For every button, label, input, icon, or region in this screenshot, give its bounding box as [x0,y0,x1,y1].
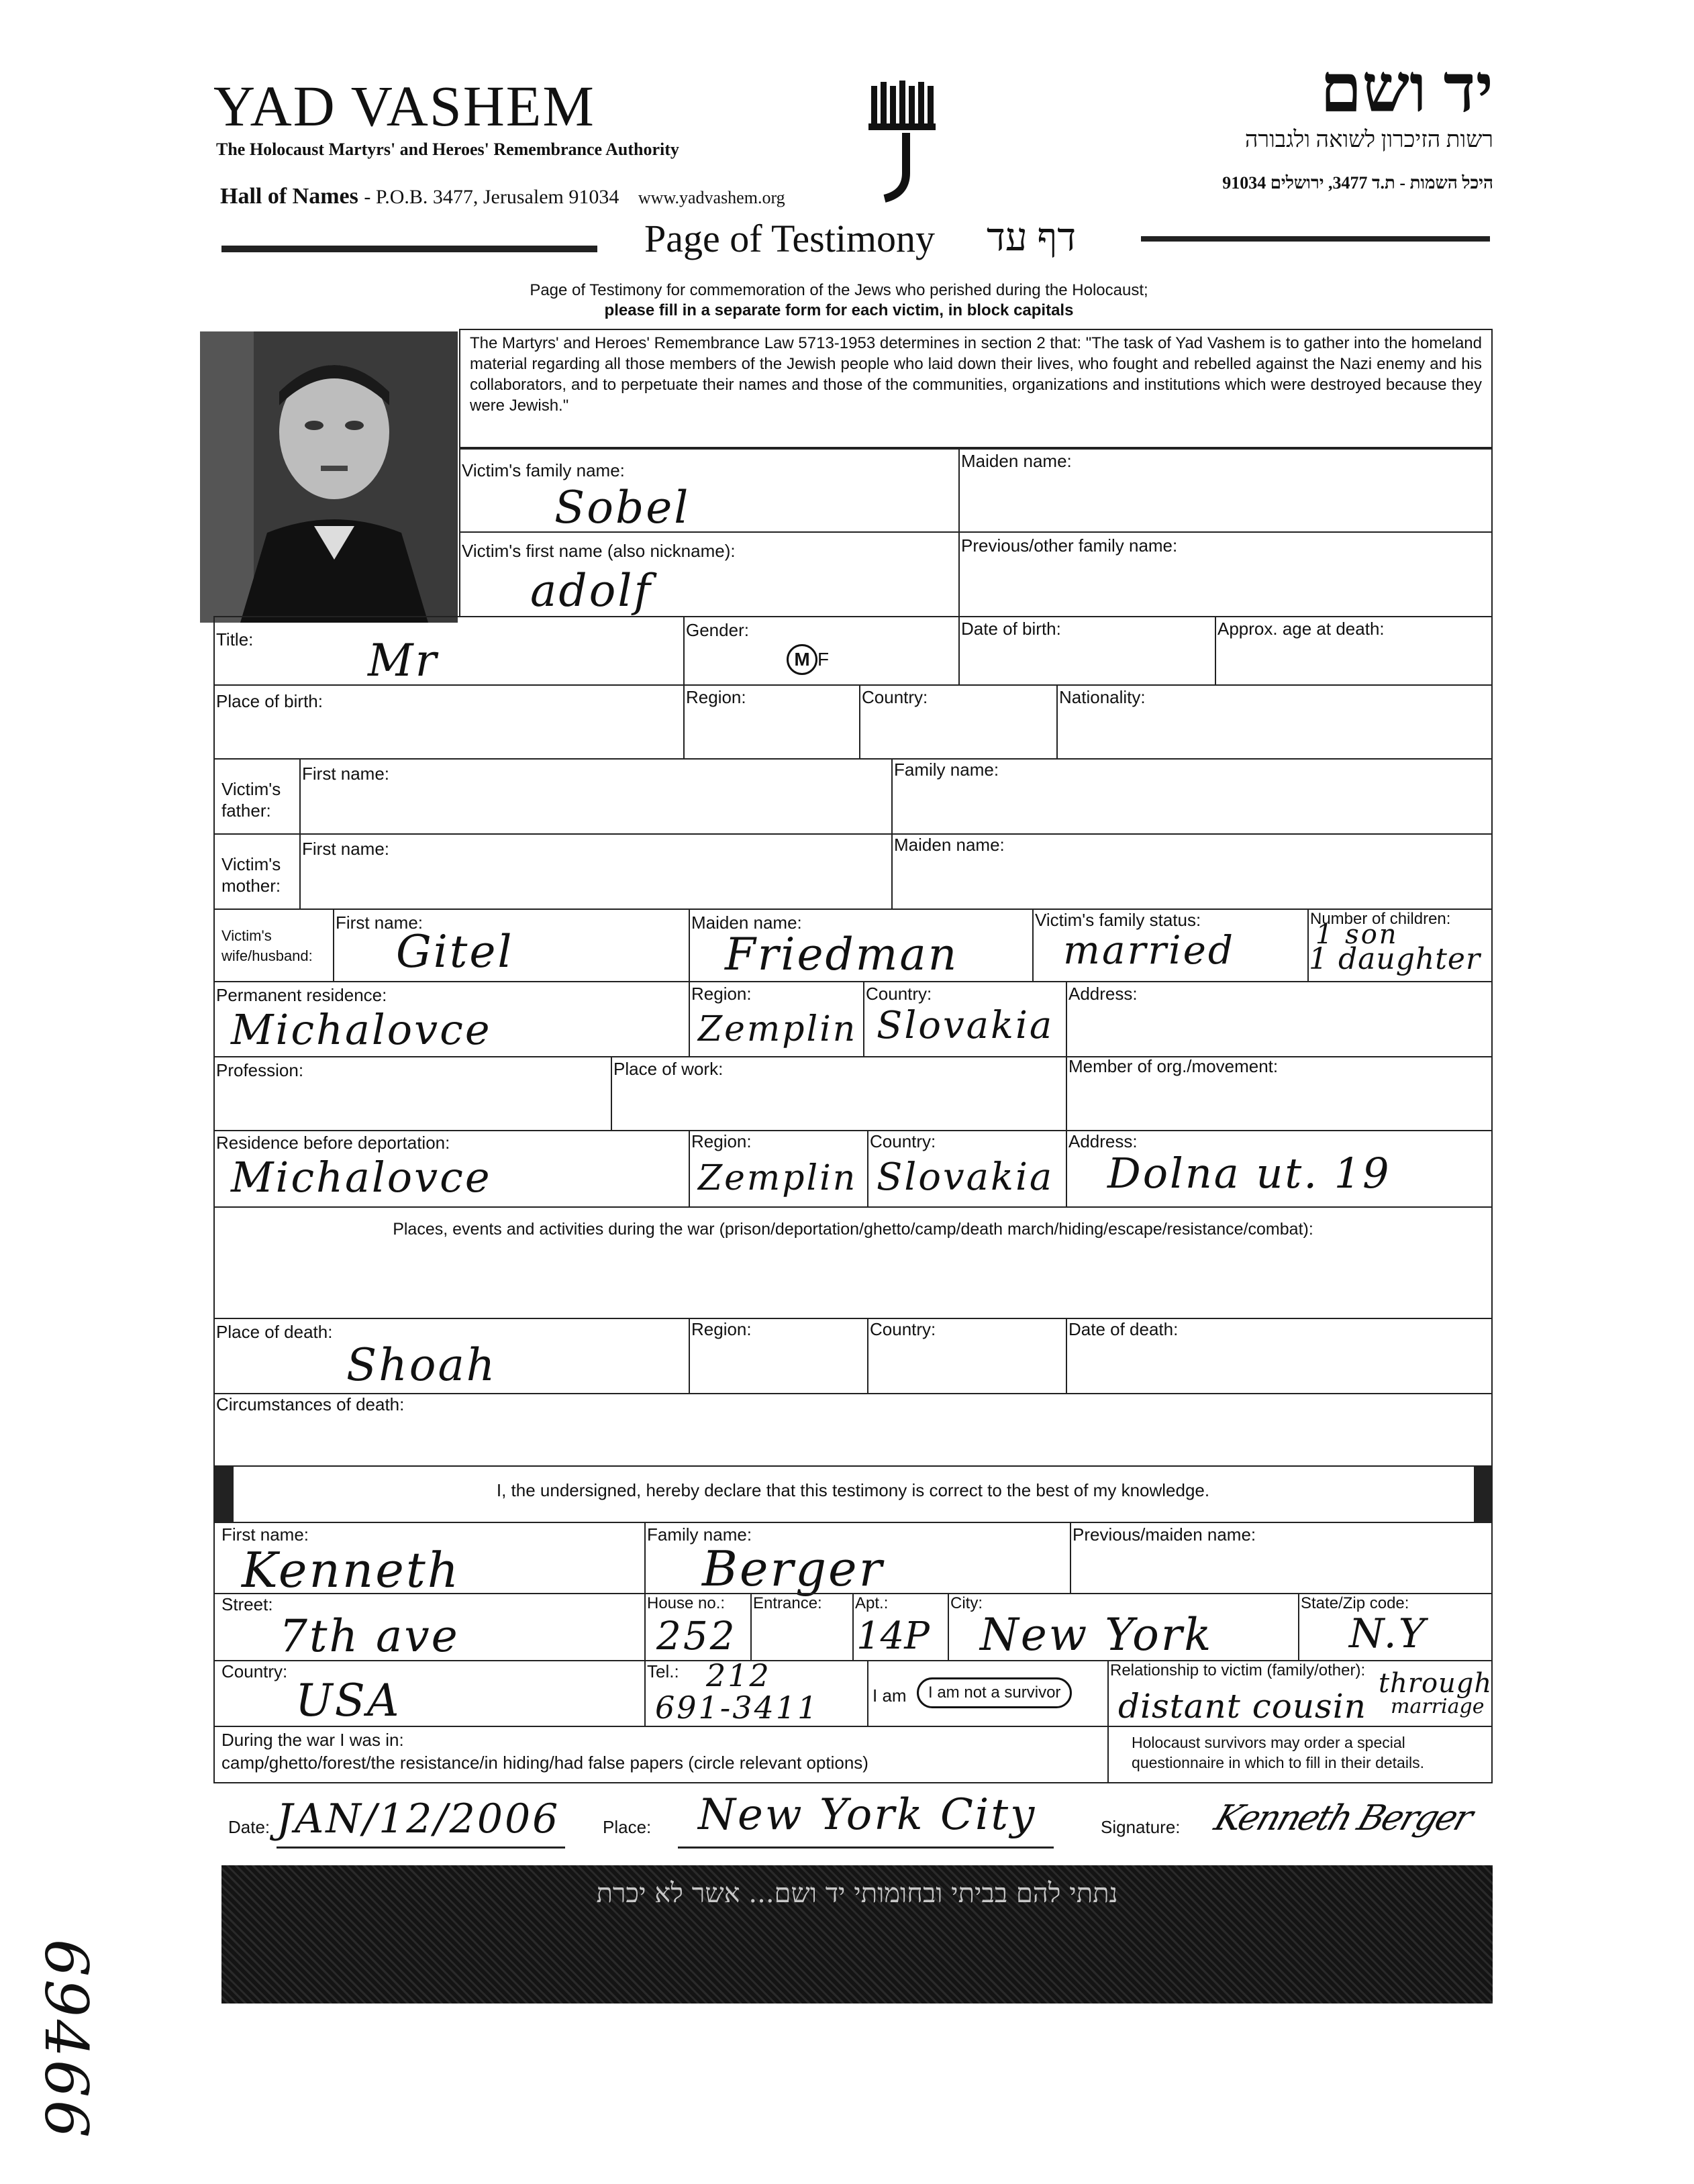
tel-line-1: 212 [706,1657,771,1694]
hall-of-names [220,184,785,209]
house-no-label: House no.: [647,1594,726,1612]
place-label: Place: [603,1817,652,1837]
place-value: New York City [698,1790,1037,1840]
deportation-country-value: Slovakia [877,1155,1054,1199]
gender-label: Gender: [686,620,749,640]
place-of-death-value: Shoah [346,1339,497,1391]
permanent-region-value: Zemplin [698,1009,858,1049]
hall-of-names-label: Hall of Names [220,184,358,209]
mother-first-name-label: First name: [302,839,390,859]
permanent-address-label: Address: [1068,984,1138,1004]
permanent-region-label: Region: [691,984,752,1004]
children-line-1: 1 son [1315,919,1399,950]
deportation-residence-value: Michalovce [231,1153,492,1202]
gender-male-circled[interactable]: M [787,644,817,675]
permanent-country-value: Slovakia [877,1004,1054,1047]
subtitle-line-2: please fill in a separate form for each victim, in block capitals [604,301,1074,319]
place-underline [678,1847,1054,1849]
tel-label: Tel.: [647,1661,679,1681]
law-text: The Martyrs' and Heroes' Remembrance Law 5713-1953 determines in section 2 that: "The task of Yad Vashem is to gather into the homeland material regarding all those members of the Jewish people who laid down their lives, who fought and rebelled against the Nazi enemy and his collaborators, and to perpetuate their names and those of the communities, organizations and institutions which were destroyed because they were Jewish." [470,334,1482,415]
relationship-line-2: distant cousin [1118,1687,1366,1726]
website: www.yadvashem.org [638,188,785,207]
city-label: City: [950,1594,983,1612]
victim-first-name: adolf [530,565,652,617]
mother-maiden-name-label: Maiden name: [894,835,1005,855]
father-first-name-label: First name: [302,764,390,784]
permanent-residence-label: Permanent residence: [216,985,387,1005]
spouse-first-name-label: First name: [336,913,424,933]
title-label: Title: [216,629,254,649]
gender-female[interactable]: F [817,649,830,670]
deportation-address-label: Address: [1068,1131,1138,1151]
hebrew-banner [221,1865,1493,2004]
hebrew-org-name: יד ושם [1319,52,1493,126]
title-field[interactable] [213,616,685,686]
children-line-2: 1 daughter [1309,942,1481,976]
victim-photo [200,331,458,623]
spouse-maiden-name: Friedman [725,929,959,980]
postal-address: - P.O.B. 3477, Jerusalem 91034 [364,186,619,208]
authority-name: The Holocaust Martyrs' and Heroes' Remembrance Authority [216,140,679,159]
nationality-label: Nationality: [1059,687,1146,707]
deportation-country-label: Country: [870,1131,936,1151]
deportation-region-value: Zemplin [698,1158,858,1198]
death-region-label: Region: [691,1319,752,1339]
family-status-label: Victim's family status: [1035,910,1201,930]
date-label: Date: [228,1817,270,1837]
subtitle [403,280,1275,321]
victim-title: Mr [368,635,439,686]
submitter-family-name: Berger [702,1541,885,1597]
during-war-line-2: camp/ghetto/forest/the resistance/in hiding/had false papers (circle relevant options) [221,1753,868,1773]
date-value: JAN/12/2006 [277,1796,560,1842]
spouse-maiden-name-label: Maiden name: [691,913,802,933]
number-of-children-label: Number of children: [1310,910,1451,928]
i-am-label: I am [873,1685,907,1706]
street-label: Street: [221,1594,273,1614]
city-value: New York [980,1609,1213,1661]
hebrew-address: היכל השמות - ת.ד 3477, ירושלים 91034 [1222,173,1493,193]
declaration-text: I, the undersigned, hereby declare that this testimony is correct to the best of my knowledge. [496,1480,1210,1500]
first-name-label: Victim's first name (also nickname): [462,541,736,561]
maiden-name-label: Maiden name: [961,451,1072,471]
state-zip-label: State/Zip code: [1301,1594,1409,1612]
menorah-logo [866,79,940,207]
survivors-note: Holocaust survivors may order a special questionnaire in which to fill in their details. [1132,1734,1424,1771]
relationship-label: Relationship to victim (family/other): [1110,1661,1366,1679]
testimony-id-number: 69466 [32,1939,101,2140]
signature-value: Kenneth Berger [1209,1798,1477,1838]
circumstances-field[interactable] [213,1393,1493,1467]
father-family-name-label: Family name: [894,760,999,780]
birth-country-label: Country: [862,687,928,707]
birth-region-label: Region: [686,687,746,707]
street-value: 7th ave [279,1610,460,1662]
place-of-death-label: Place of death: [216,1322,333,1342]
spouse-first-name: Gitel [396,926,514,978]
title-bar-left [221,246,597,252]
permanent-country-label: Country: [866,984,932,1004]
family-name-label: Victim's family name: [462,460,625,480]
deportation-address-value: Dolna ut. 19 [1107,1149,1391,1198]
submitter-first-name: Kenneth [242,1542,461,1598]
permanent-residence-value: Michalovce [231,1005,492,1054]
relationship-line-1: through [1379,1668,1493,1699]
state-value: N.Y [1349,1610,1428,1657]
previous-family-name-label: Previous/other family name: [961,535,1178,556]
subtitle-line-1: Page of Testimony for commemoration of the Jews who perished during the Holocaust; [530,281,1148,299]
title-bar-right [1141,236,1490,242]
gender-options [787,644,829,675]
submitter-first-name-label: First name: [221,1524,309,1545]
victims-father-label: Victim's father: [221,779,281,821]
relationship-line-3: marriage [1391,1695,1485,1718]
submitter-family-name-label: Family name: [647,1524,752,1545]
death-country-label: Country: [870,1319,936,1339]
profession-label: Profession: [216,1060,304,1080]
house-no-value: 252 [656,1613,737,1659]
wartime-events-label: Places, events and activities during the war (prison/deportation/ghetto/camp/death march/hiding/escape/resistance/combat): [393,1220,1313,1239]
date-of-death-label: Date of death: [1068,1319,1179,1339]
tel-line-2: 691-3411 [655,1689,819,1726]
place-of-birth-label: Place of birth: [216,691,323,711]
submitter-previous-name-label: Previous/maiden name: [1073,1524,1256,1545]
hebrew-banner-text: נתתי להם בביתי ובחומותי יד ושם... אשר לא יכרת [596,1878,1118,1909]
date-underline [277,1847,565,1849]
hebrew-authority: רשות הזיכרון לשואה ולגבורה [1244,127,1493,152]
circumstances-label: Circumstances of death: [216,1394,405,1414]
deportation-region-label: Region: [691,1131,752,1151]
victims-mother-label: Victim's mother: [221,854,281,896]
victim-family-name: Sobel [554,482,691,533]
signature-label: Signature: [1101,1817,1181,1837]
during-war-line-1: During the war I was in: [221,1730,404,1750]
family-status-value: married [1063,927,1236,973]
org-name: YAD VASHEM [213,74,595,138]
deportation-residence-label: Residence before deportation: [216,1133,450,1153]
form-title: Page of Testimony [644,217,936,260]
apt-value: 14P [856,1614,930,1658]
victims-spouse-label: Victim's wife/husband: [221,927,313,964]
entrance-label: Entrance: [753,1594,822,1612]
member-of-org-label: Member of org./movement: [1068,1056,1279,1076]
submitter-country-label: Country: [221,1661,288,1681]
place-of-work-label: Place of work: [613,1059,724,1079]
date-of-birth-label: Date of birth: [961,619,1061,639]
approx-age-label: Approx. age at death: [1217,619,1385,639]
form-title-hebrew: דף עד [987,215,1077,259]
apt-label: Apt.: [855,1594,889,1612]
submitter-country-value: USA [295,1675,401,1726]
not-survivor-circled[interactable]: I am not a survivor [917,1677,1072,1708]
